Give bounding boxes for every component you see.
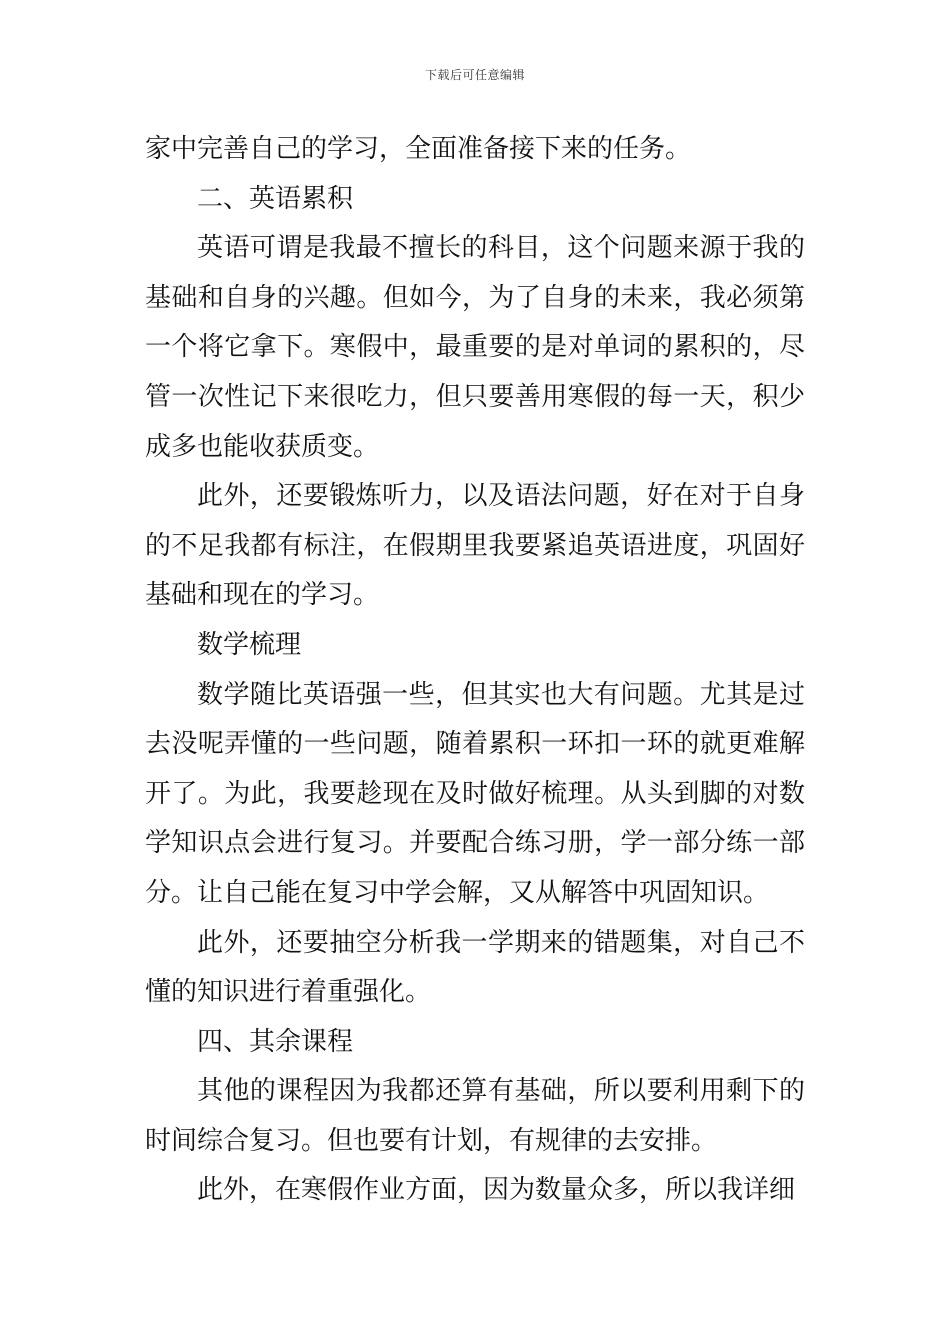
section-heading-other-courses: 四、其余课程 [197,1026,354,1057]
paragraph: 此外，在寒假作业方面，因为数量众多，所以我详细 [197,1175,796,1206]
paragraph: 此外，还要抽空分析我一学期来的错题集，对自己不懂的知识进行着重强化。 [145,927,805,1008]
paragraph: 数学随比英语强一些，但其实也大有问题。尤其是过去没呢弄懂的一些问题，随着累积一环扣一环的就更难解开了。为此，我要趁现在及时做好梳理。从头到脚的对数学知识点会进行复习。并要配合练习册，学一部分练一部分。让自己能在复习中学会解，又从解答中巩固知识。 [145,679,805,908]
paragraph: 英语可谓是我最不擅长的科目，这个问题来源于我的基础和自身的兴趣。但如今，为了自身的未来，我必须第一个将它拿下。寒假中，最重要的是对单词的累积的，尽管一次性记下来很吃力，但只要善用寒假的每一天，积少成多也能收获质变。 [145,233,805,462]
paragraph: 此外，还要锻炼听力，以及语法问题，好在对于自身的不足我都有标注，在假期里我要紧追英语进度，巩固好基础和现在的学习。 [145,481,805,611]
document-body [145,125,805,1216]
section-heading-math: 数学梳理 [197,629,302,660]
paragraph-continuation: 家中完善自己的学习，全面准备接下来的任务。 [145,134,692,164]
page-header: 下载后可任意编辑 [424,68,525,82]
paragraph: 其他的课程因为我都还算有基础，所以要利用剩下的时间综合复习。但也要有计划，有规律的去安排。 [145,1076,805,1156]
section-heading-english: 二、英语累积 [197,183,354,214]
